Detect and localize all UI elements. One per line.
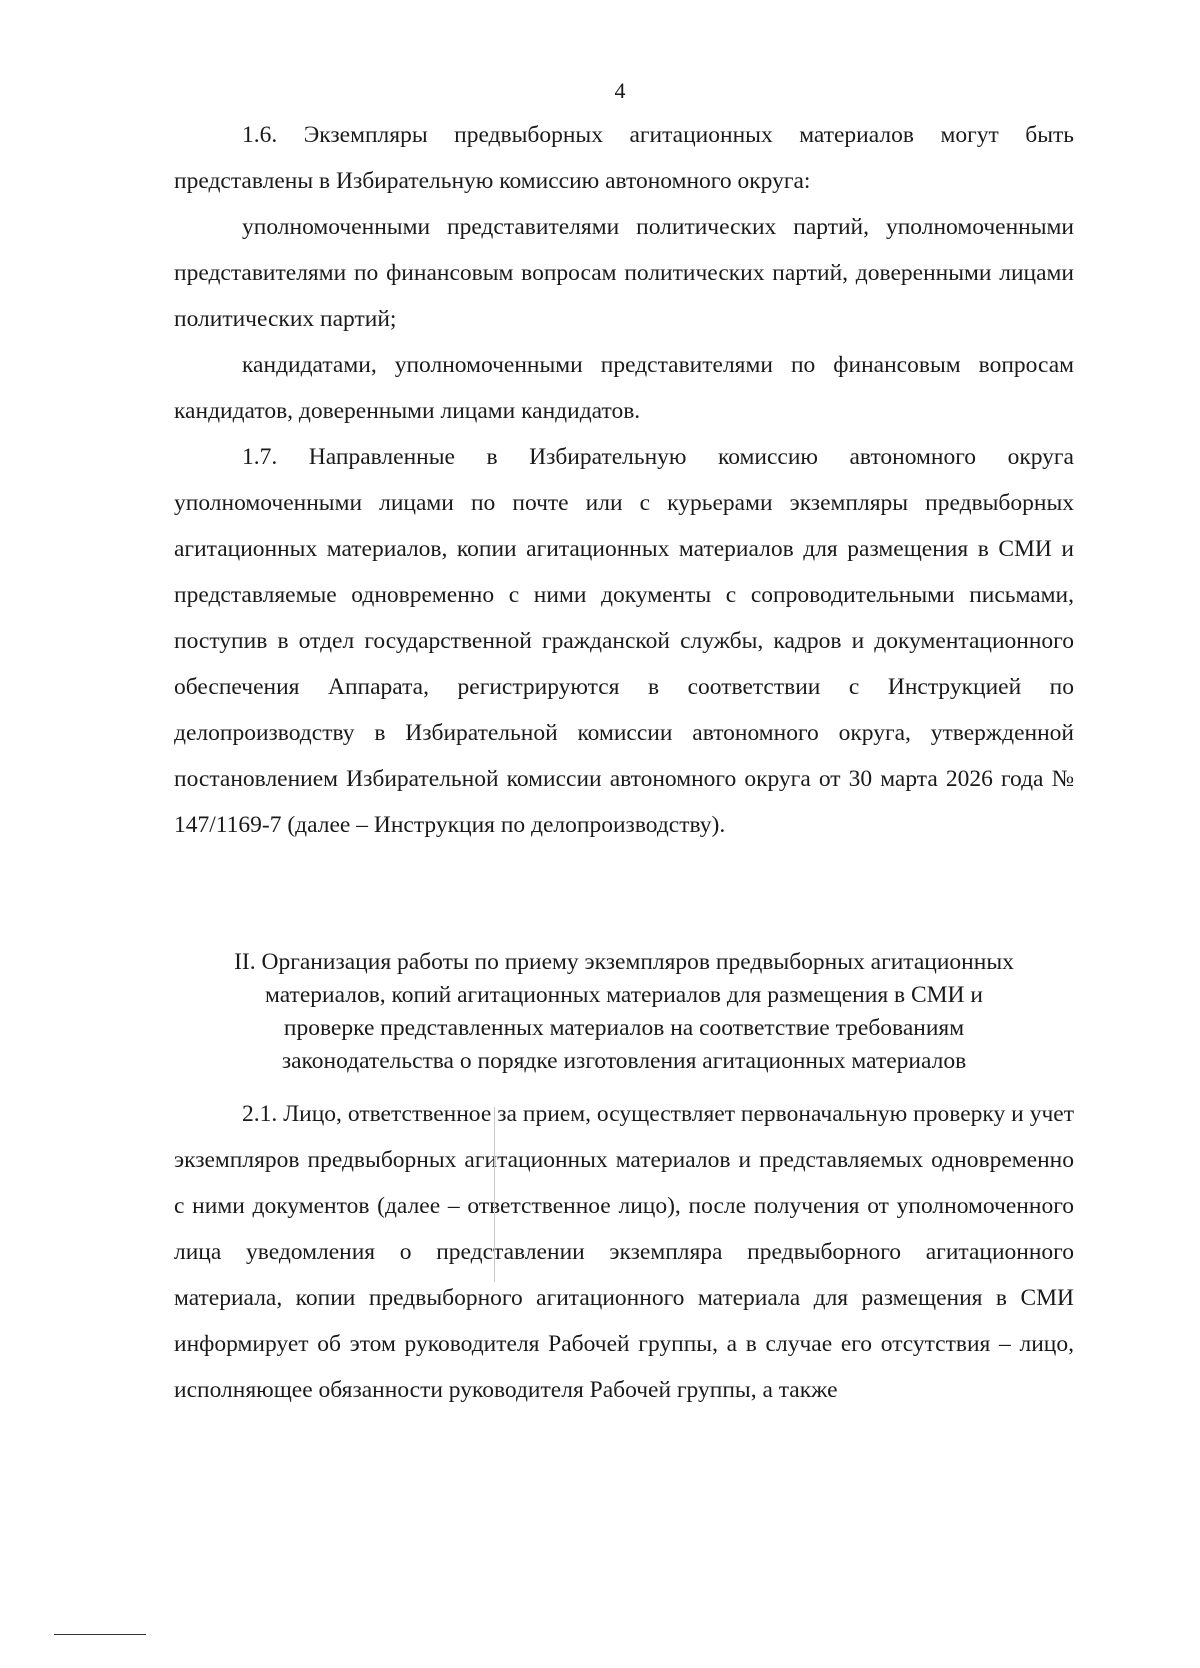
page-number: 4 (614, 78, 626, 103)
paragraph-2-1: 2.1. Лицо, ответственное за прием, осуществляет первоначальную проверку и учет экземпляров предвыборных агитационных материалов и представляемых одновременно с ними документов (далее – ответственное лицо), после получения от уполномоченного лица уведомления о представлении экземпляра предвыборного агитационного материала, копии предвыборного агитационного материала для размещения в СМИ информирует об этом руководителя Рабочей группы, а в случае его отсутствия – лицо, исполняющее обязанности руководителя Рабочей группы, а также (174, 1101, 1074, 1403)
footnote-rule (54, 1634, 146, 1635)
section-heading (174, 946, 1074, 1078)
section-heading-line: II. Организация работы по приему экземпляров предвыборных агитационных (234, 949, 1014, 975)
document-body-part1 (174, 112, 1074, 848)
paragraph-candidates: кандидатами, уполномоченными представителями по финансовым вопросам кандидатов, доверенными лицами кандидатов. (174, 352, 1074, 424)
paragraph-1-7: 1.7. Направленные в Избирательную комиссию автономного округа уполномоченными лицами по почте или с курьерами экземпляры предвыборных агитационных материалов, копии агитационных материалов для размещения в СМИ и представляемые одновременно с ними документы с сопроводительными письмами, поступив в отдел государственной гражданской службы, кадров и документационного обеспечения Аппарата, регистрируются в соответствии с Инструкцией по делопроизводству в Избирательной комиссии автономного округа, утвержденной постановлением Избирательной комиссии автономного округа от 30 марта 2026 года № 147/1169-7 (далее – Инструкция по делопроизводству). (174, 444, 1074, 838)
section-heading-line: проверке представленных материалов на соответствие требованиям (283, 1015, 965, 1041)
paragraph-1-6: 1.6. Экземпляры предвыборных агитационных материалов могут быть представлены в Избирательную комиссию автономного округа: (174, 122, 1074, 194)
section-heading-line: материалов, копий агитационных материалов для размещения в СМИ и (265, 982, 983, 1008)
paragraph-party-representatives: уполномоченными представителями политических партий, уполномоченными представителями по финансовым вопросам политических партий, доверенными лицами политических партий; (174, 214, 1074, 332)
scan-artifact-line (494, 1107, 495, 1282)
document-body-part2 (174, 1091, 1074, 1413)
section-heading-line: законодательства о порядке изготовления агитационных материалов (281, 1048, 967, 1074)
